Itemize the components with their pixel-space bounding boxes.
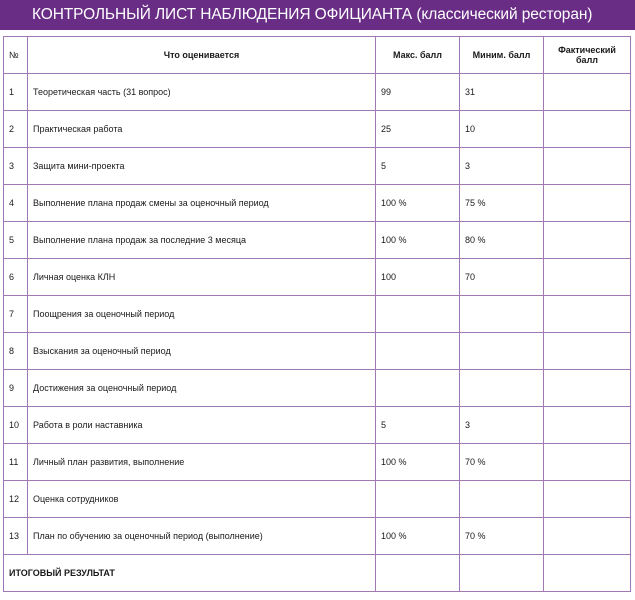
row-max-score-cell: 100 % (376, 185, 460, 222)
row-actual-score-cell[interactable] (544, 518, 631, 555)
row-min-score-cell: 70 (460, 259, 544, 296)
row-actual-score-cell[interactable] (544, 370, 631, 407)
table-row (4, 111, 631, 148)
row-criterion-cell: Практическая работа (28, 111, 376, 148)
row-max-score-cell: 25 (376, 111, 460, 148)
row-max-score-cell (376, 296, 460, 333)
row-min-score-cell: 70 % (460, 518, 544, 555)
row-min-score-cell (460, 481, 544, 518)
row-max-score-cell: 100 % (376, 518, 460, 555)
row-min-score-cell: 31 (460, 74, 544, 111)
row-actual-score-cell[interactable] (544, 481, 631, 518)
row-max-score-cell (376, 481, 460, 518)
header-number: № (4, 37, 28, 74)
row-criterion-cell: Теоретическая часть (31 вопрос) (28, 74, 376, 111)
table-row (4, 259, 631, 296)
row-number-cell: 5 (4, 222, 28, 259)
row-max-score-cell: 5 (376, 407, 460, 444)
row-max-score-cell: 100 % (376, 222, 460, 259)
row-number-cell: 4 (4, 185, 28, 222)
table-row (4, 370, 631, 407)
row-criterion-cell: Защита мини-проекта (28, 148, 376, 185)
header-criterion: Что оценивается (28, 37, 376, 74)
row-actual-score-cell[interactable] (544, 333, 631, 370)
row-criterion-cell: Выполнение плана продаж за последние 3 месяца (28, 222, 376, 259)
row-number-cell: 2 (4, 111, 28, 148)
row-number-cell: 9 (4, 370, 28, 407)
table-row (4, 333, 631, 370)
row-min-score-cell: 80 % (460, 222, 544, 259)
header-min-score: Миним. балл (460, 37, 544, 74)
row-number-cell: 3 (4, 148, 28, 185)
row-actual-score-cell[interactable] (544, 74, 631, 111)
header-actual-score: Фактический балл (544, 37, 631, 74)
row-actual-score-cell[interactable] (544, 148, 631, 185)
header-max-score: Макс. балл (376, 37, 460, 74)
row-criterion-cell: Поощрения за оценочный период (28, 296, 376, 333)
row-actual-score-cell[interactable] (544, 444, 631, 481)
row-max-score-cell: 100 (376, 259, 460, 296)
row-min-score-cell (460, 370, 544, 407)
total-label: ИТОГОВЫЙ РЕЗУЛЬТАТ (4, 555, 376, 592)
row-actual-score-cell[interactable] (544, 296, 631, 333)
row-max-score-cell: 5 (376, 148, 460, 185)
total-min-cell (460, 555, 544, 592)
row-number-cell: 8 (4, 333, 28, 370)
row-min-score-cell (460, 296, 544, 333)
row-actual-score-cell[interactable] (544, 222, 631, 259)
row-criterion-cell: План по обучению за оценочный период (выполнение) (28, 518, 376, 555)
row-criterion-cell: Работа в роли наставника (28, 407, 376, 444)
row-number-cell: 7 (4, 296, 28, 333)
row-actual-score-cell[interactable] (544, 407, 631, 444)
row-actual-score-cell[interactable] (544, 185, 631, 222)
total-row (4, 555, 631, 592)
row-criterion-cell: Взыскания за оценочный период (28, 333, 376, 370)
row-actual-score-cell[interactable] (544, 259, 631, 296)
row-min-score-cell: 3 (460, 148, 544, 185)
table-row (4, 148, 631, 185)
row-max-score-cell (376, 370, 460, 407)
row-criterion-cell: Личный план развития, выполнение (28, 444, 376, 481)
row-criterion-cell: Выполнение плана продаж смены за оценочный период (28, 185, 376, 222)
row-criterion-cell: Достижения за оценочный период (28, 370, 376, 407)
row-number-cell: 12 (4, 481, 28, 518)
row-min-score-cell: 75 % (460, 185, 544, 222)
row-number-cell: 11 (4, 444, 28, 481)
table-row (4, 481, 631, 518)
row-min-score-cell: 70 % (460, 444, 544, 481)
row-criterion-cell: Оценка сотрудников (28, 481, 376, 518)
row-number-cell: 6 (4, 259, 28, 296)
row-criterion-cell: Личная оценка КЛН (28, 259, 376, 296)
table-header-row (4, 37, 631, 74)
table-row (4, 185, 631, 222)
row-min-score-cell: 3 (460, 407, 544, 444)
observation-checklist-table (3, 36, 631, 592)
row-max-score-cell (376, 333, 460, 370)
row-number-cell: 10 (4, 407, 28, 444)
row-max-score-cell: 99 (376, 74, 460, 111)
row-max-score-cell: 100 % (376, 444, 460, 481)
table-row (4, 222, 631, 259)
row-number-cell: 13 (4, 518, 28, 555)
table-row (4, 296, 631, 333)
total-max-cell (376, 555, 460, 592)
table-body (4, 74, 631, 555)
table-row (4, 444, 631, 481)
table-row (4, 74, 631, 111)
page-title: КОНТРОЛЬНЫЙ ЛИСТ НАБЛЮДЕНИЯ ОФИЦИАНТА (классический ресторан) (0, 0, 635, 30)
table-row (4, 518, 631, 555)
row-number-cell: 1 (4, 74, 28, 111)
row-min-score-cell: 10 (460, 111, 544, 148)
row-actual-score-cell[interactable] (544, 111, 631, 148)
total-actual-cell[interactable] (544, 555, 631, 592)
table-row (4, 407, 631, 444)
row-min-score-cell (460, 333, 544, 370)
